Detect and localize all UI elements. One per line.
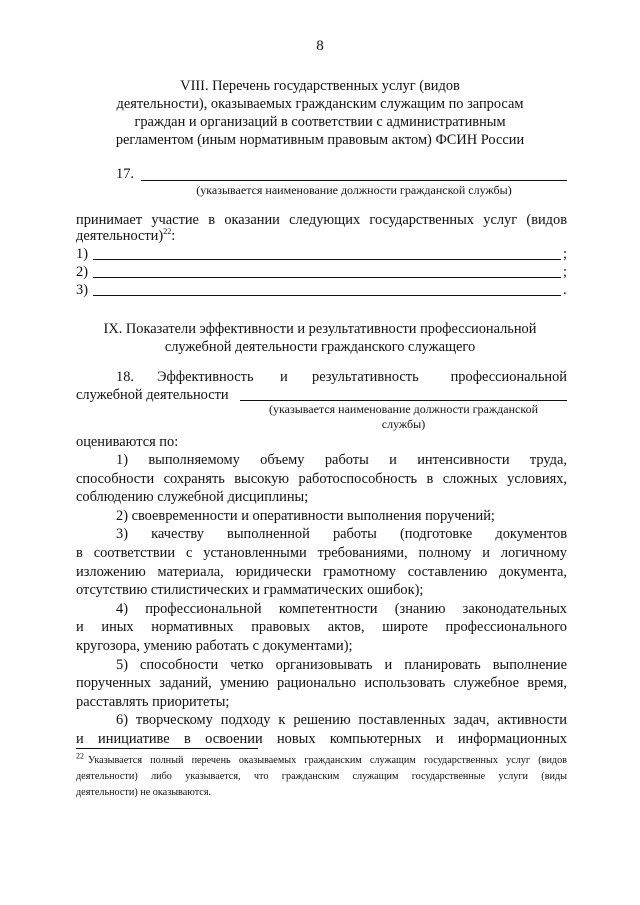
text-line: расставлять приоритеты; [76, 693, 230, 710]
intro-line: принимает участие в оказании следующих государственных услуг (видов [76, 212, 567, 228]
footnote-mark: 22 [76, 751, 84, 761]
heading-line: граждан и организаций в соответствии с административным [134, 114, 506, 130]
heading-line: VIII. Перечень государственных услуг (видов [180, 78, 460, 94]
p18-word: 18. [116, 369, 134, 385]
text-line: изложению материала, юридически грамотному составлению документа, [76, 563, 567, 580]
text-line: и инициативе в освоении новых компьютерных и информационных [76, 731, 567, 747]
list-item-number: 1) [76, 246, 88, 262]
footnote-line: деятельности) либо указывается, что гражданским служащим государственные услуги (виды [76, 771, 567, 782]
intro-text: деятельности) [76, 228, 164, 244]
page-number: 8 [316, 38, 324, 54]
item-17-number: 17. [116, 166, 134, 182]
footnote-line: деятельности) не оказываются. [76, 787, 212, 798]
p18-word: профессиональной [450, 369, 567, 385]
heading-line: деятельности), оказываемых гражданским служащим по запросам [116, 96, 524, 112]
position-hint: службы) [381, 417, 426, 431]
footnote-ref: 22 [163, 227, 172, 237]
heading-line: служебной деятельности гражданского служащего [164, 339, 476, 355]
list-item-blank [93, 295, 561, 296]
position-hint: (указывается наименование должности гражданской [269, 402, 538, 416]
list-item-number: 2) [76, 264, 88, 280]
position-blank-line [240, 400, 567, 401]
p18-line2: служебной деятельности [76, 387, 229, 403]
footnote-line: Указывается полный перечень оказываемых гражданским служащим государственных услуг (видов [88, 755, 567, 766]
list-item-number: 3) [76, 282, 88, 298]
heading-line: регламентом (иным нормативным правовым актом) ФСИН России [115, 132, 525, 148]
text-line: соблюдению служебной дисциплины; [76, 489, 309, 506]
evaluated-by: оцениваются по: [76, 434, 179, 450]
text-line: способности сохранять высокую работоспособность в сложных условиях, [76, 470, 567, 487]
text-line: 4) профессиональной компетентности (знанию законодательных [116, 600, 567, 617]
text-line: порученных заданий, умению рационально использовать служебное время, [76, 675, 567, 692]
text-line: 2) своевременности и оперативности выполнения поручений; [116, 507, 495, 524]
position-blank-line [141, 180, 567, 181]
footnote-rule [76, 748, 258, 749]
list-item-blank [93, 259, 561, 260]
text-line: 5) способности четко организовывать и планировать выполнение [116, 656, 567, 673]
heading-line: IX. Показатели эффективности и результативности профессиональной [103, 321, 537, 337]
intro-line-2: деятельности)$^{22}$: [76, 227, 176, 244]
position-hint: (указывается наименование должности гражданской службы) [196, 183, 512, 197]
list-item-end: ; [563, 264, 567, 280]
list-item-end: . [563, 282, 567, 298]
text-line: отсутствию стилистических и грамматических ошибок); [76, 582, 424, 599]
footnote-number [76, 753, 84, 769]
p18-word: Эффективность [157, 369, 254, 385]
text-line: 3) качеству выполненной работы (подготовке документов [116, 526, 567, 543]
text-line: в соответствии с установленными требованиями, полному и логичному [76, 545, 567, 561]
list-item-end: ; [563, 246, 567, 262]
text-line: 6) творческому подходу к решению поставленных задач, активности [116, 712, 567, 729]
list-item-blank [93, 277, 561, 278]
p18-word: и [280, 369, 288, 385]
text-line: и иных нормативных правовых актов, широте профессионального [76, 619, 567, 636]
text-line: 1) выполняемому объему работы и интенсивности труда, [116, 452, 567, 468]
p18-word: результативность [312, 369, 419, 385]
text-line: кругозора, умению работать с документами); [76, 638, 353, 654]
